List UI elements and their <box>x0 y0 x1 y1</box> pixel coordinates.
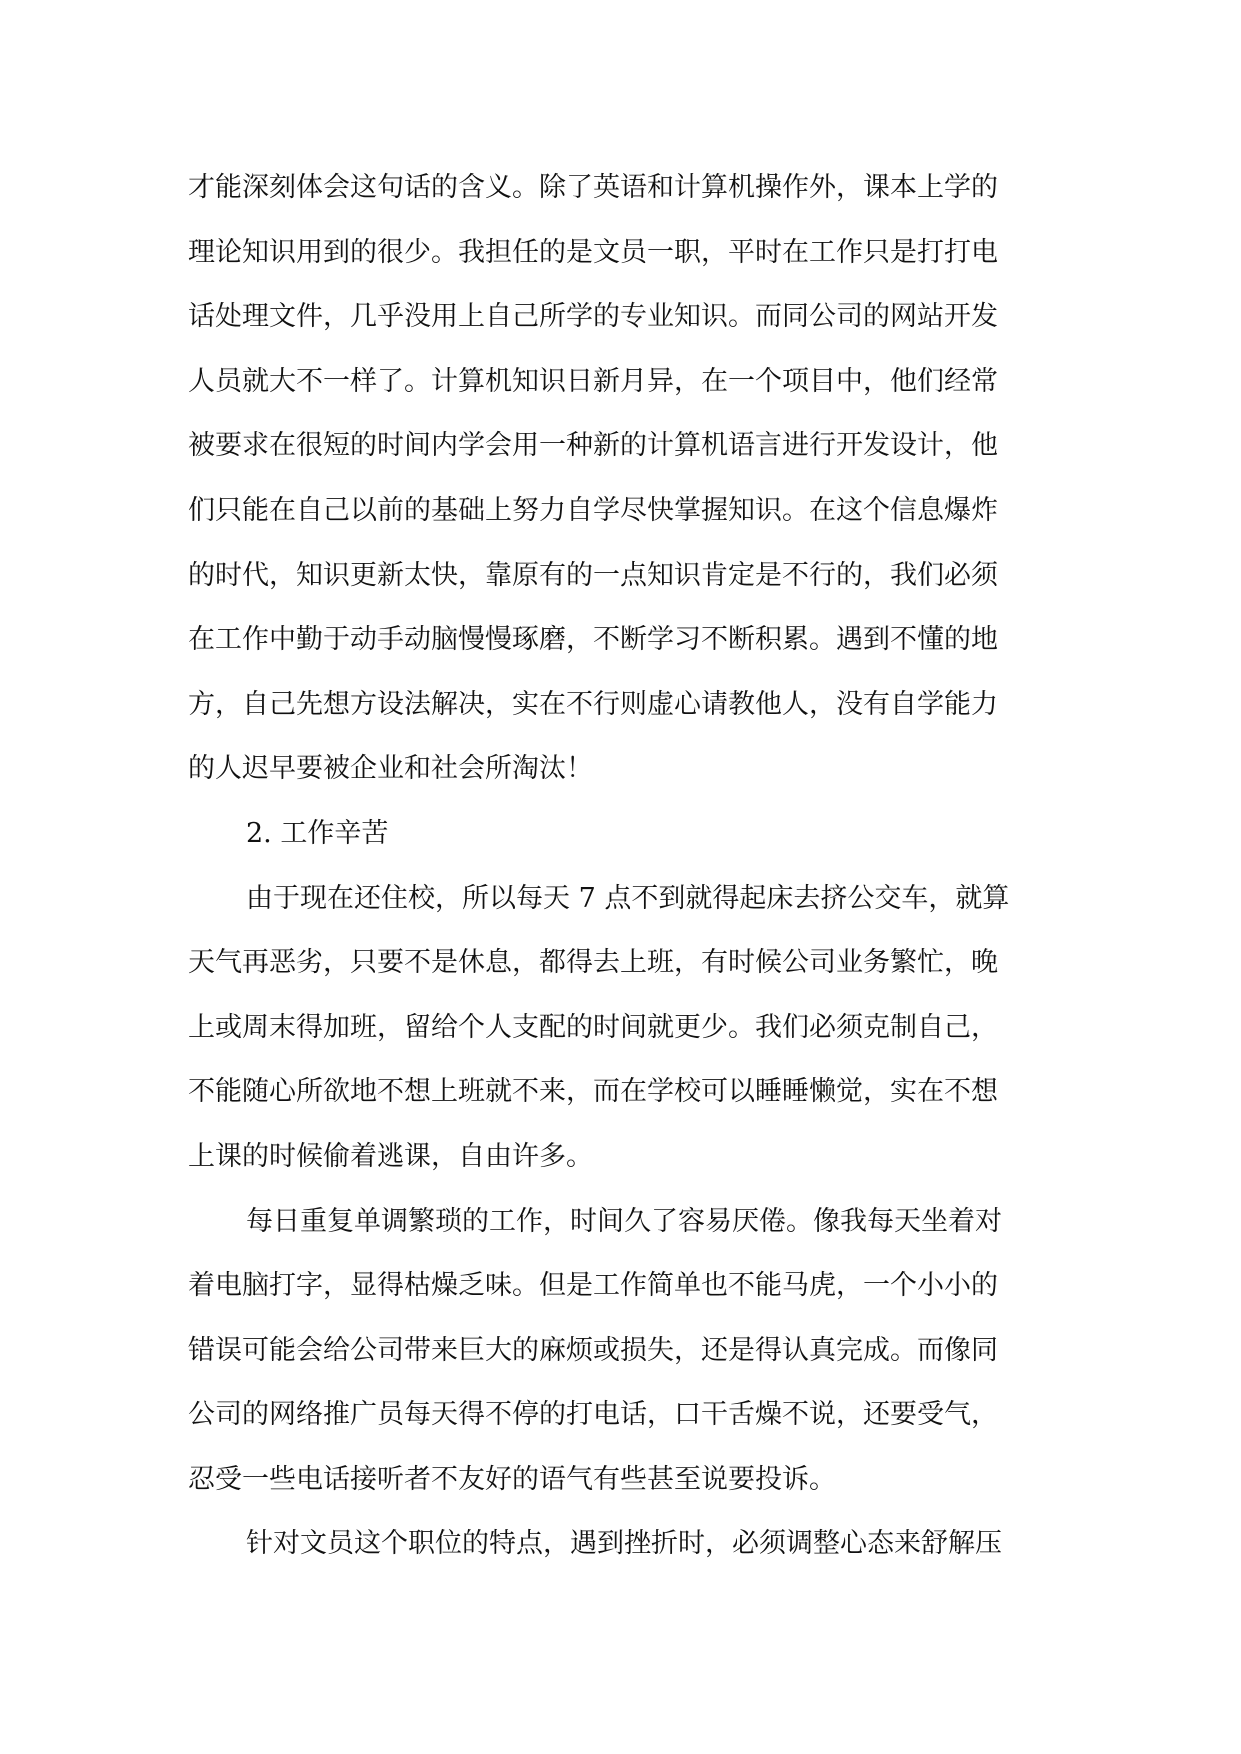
paragraph-line: 公司的网络推广员每天得不停的打电话，口干舌燥不说，还要受气， <box>188 1399 998 1431</box>
paragraph-line: 针对文员这个职位的特点，遇到挫折时，必须调整心态来舒解压 <box>246 1528 1002 1560</box>
paragraph-line: 错误可能会给公司带来巨大的麻烦或损失，还是得认真完成。而像同 <box>188 1334 998 1366</box>
section-heading: 2. 工作辛苦 <box>246 817 389 849</box>
paragraph-line: 的时代，知识更新太快，靠原有的一点知识肯定是不行的，我们必须 <box>188 559 998 591</box>
paragraph-line: 着电脑打字，显得枯燥乏味。但是工作简单也不能马虎，一个小小的 <box>188 1270 998 1302</box>
paragraph-line: 上或周末得加班，留给个人支配的时间就更少。我们必须克制自己， <box>188 1011 998 1043</box>
paragraph-line: 才能深刻体会这句话的含义。除了英语和计算机操作外，课本上学的 <box>188 172 998 203</box>
paragraph-line: 每日重复单调繁琐的工作，时间久了容易厌倦。像我每天坐着对 <box>246 1205 1002 1237</box>
paragraph-line: 方，自己先想方设法解决，实在不行则虚心请教他人，没有自学能力 <box>188 688 998 720</box>
paragraph-line: 被要求在很短的时间内学会用一种新的计算机语言进行开发设计，他 <box>188 430 998 462</box>
paragraph-line: 忍受一些电话接听者不友好的语气有些甚至说要投诉。 <box>188 1463 836 1495</box>
paragraph-line: 上课的时候偷着逃课，自由许多。 <box>188 1140 593 1172</box>
document-body <box>188 156 1058 1577</box>
paragraph-line: 由于现在还住校，所以每天 7 点不到就得起床去挤公交车，就算 <box>246 882 1010 914</box>
paragraph-line: 天气再恶劣，只要不是休息，都得去上班，有时候公司业务繁忙，晚 <box>188 947 998 979</box>
paragraph-line: 人员就大不一样了。计算机知识日新月异，在一个项目中，他们经常 <box>188 365 998 397</box>
paragraph-line: 话处理文件，几乎没用上自己所学的专业知识。而同公司的网站开发 <box>188 301 998 333</box>
paragraph-line: 理论知识用到的很少。我担任的是文员一职，平时在工作只是打打电 <box>188 236 998 268</box>
paragraph-line: 们只能在自己以前的基础上努力自学尽快掌握知识。在这个信息爆炸 <box>188 494 998 526</box>
paragraph-line: 在工作中勤于动手动脑慢慢琢磨，不断学习不断积累。遇到不懂的地 <box>188 624 998 656</box>
paragraph-line: 的人迟早要被企业和社会所淘汰！ <box>188 753 593 785</box>
paragraph-line: 不能随心所欲地不想上班就不来，而在学校可以睡睡懒觉，实在不想 <box>188 1076 998 1108</box>
